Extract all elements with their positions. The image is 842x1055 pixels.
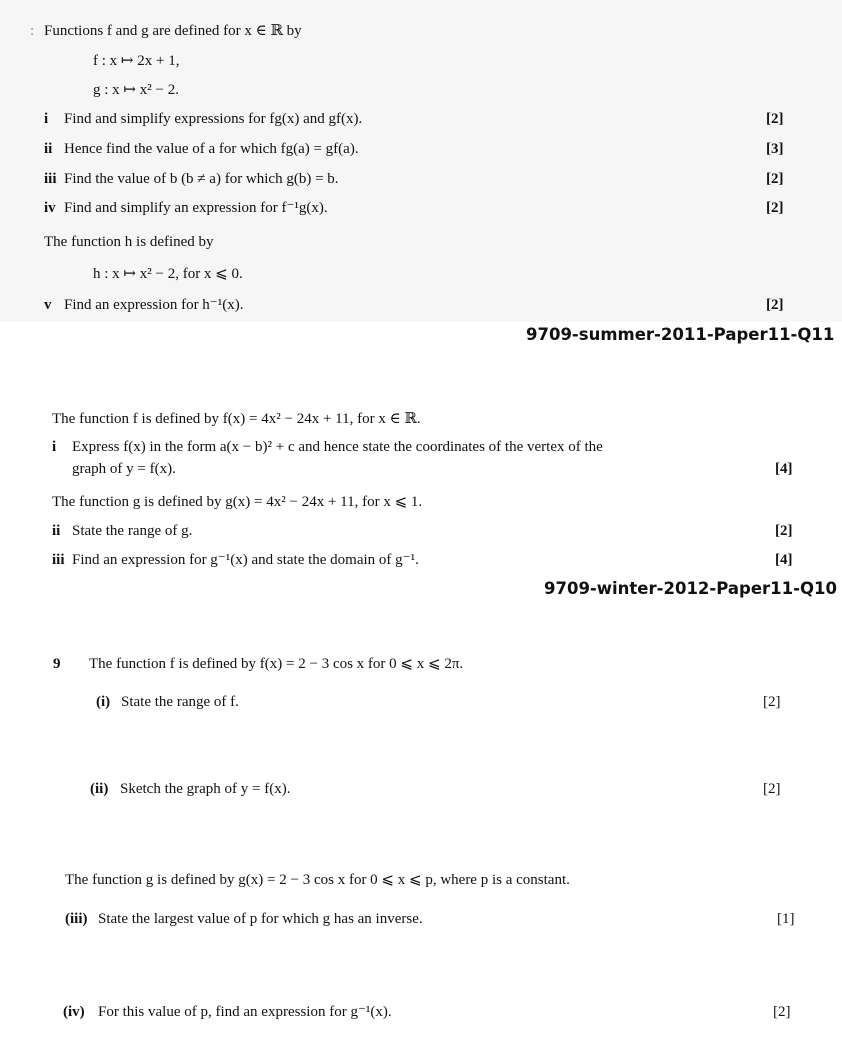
part-text: State the range of g. [72,523,193,539]
q1-source-reference: 9709-summer-2011-Paper11-Q11 [526,325,835,344]
part-text: Sketch the graph of y = f(x). [120,781,291,797]
part-text: State the largest value of p for which g has an inverse. [98,911,423,927]
part-label: v [44,297,52,313]
q1-part-i [44,110,362,128]
q2-part-i-continued: graph of y = f(x). [72,461,176,477]
q3-part-i [96,693,239,711]
part-text: State the range of f. [121,694,239,710]
q3-part-iii [65,910,423,928]
q1-part-v [44,296,243,314]
part-text: Express f(x) in the form a(x − b)² + c and hence state the coordinates of the vertex of the [72,439,603,455]
part-label: ii [52,523,61,539]
lead-marker: : [30,23,35,39]
q2-source-reference: 9709-winter-2012-Paper11-Q10 [544,579,837,598]
q3-part-i-marks: [2] [763,694,781,710]
q3-part-ii [90,780,291,798]
part-label: iv [44,200,56,216]
q1-part-iv-marks: [2] [766,200,784,216]
part-text: For this value of p, find an expression for g⁻¹(x). [98,1004,392,1020]
q3-intro: The function f is defined by f(x) = 2 − 3 cos x for 0 ⩽ x ⩽ 2π. [89,656,464,672]
part-text: Find and simplify expressions for fg(x) and gf(x). [64,111,363,127]
q2-part-iii-marks: [4] [775,552,793,568]
part-text: Hence find the value of a for which fg(a) = gf(a). [64,141,359,157]
part-text: Find an expression for g⁻¹(x) and state the domain of g⁻¹. [72,552,419,568]
part-label: (iv) [63,1004,85,1020]
q1-part-ii [44,140,359,158]
part-label: ii [44,141,53,157]
q1-h-definition: h : x ↦ x² − 2, for x ⩽ 0. [93,266,243,282]
q2-part-i-marks: [4] [775,461,793,477]
q1-g-definition: g : x ↦ x² − 2. [93,82,179,98]
part-label: iii [44,171,57,187]
q1-part-iii-marks: [2] [766,171,784,187]
q2-part-ii [52,522,192,540]
part-text: Find the value of b (b ≠ a) for which g(b) = b. [64,171,339,187]
q2-part-iii [52,551,419,569]
part-text: Find an expression for h⁻¹(x). [64,297,244,313]
q3-question-number: 9 [53,656,61,672]
q3-part-ii-marks: [2] [763,781,781,797]
q2-intro: The function f is defined by f(x) = 4x² − 24x + 11, for x ∈ ℝ. [52,411,421,427]
q1-part-v-marks: [2] [766,297,784,313]
q3-part-iv-marks: [2] [773,1004,791,1020]
part-label: (ii) [90,781,109,797]
q1-part-i-marks: [2] [766,111,784,127]
q1-part-iv [44,199,328,217]
q1-part-iii [44,170,339,188]
q3-g-intro: The function g is defined by g(x) = 2 − 3 cos x for 0 ⩽ x ⩽ p, where p is a constant. [65,872,570,888]
q3-part-iii-marks: [1] [777,911,795,927]
q3-part-iv [63,1003,392,1021]
part-label: (iii) [65,911,88,927]
q2-part-ii-marks: [2] [775,523,793,539]
q2-g-intro: The function g is defined by g(x) = 4x² − 24x + 11, for x ⩽ 1. [52,494,423,510]
q2-part-i [52,438,603,456]
part-label: i [44,111,49,127]
q1-intro: Functions f and g are defined for x ∈ ℝ by [44,23,302,39]
q1-h-intro: The function h is defined by [44,234,214,250]
q1-f-definition: f : x ↦ 2x + 1, [93,53,180,69]
q1-part-ii-marks: [3] [766,141,784,157]
part-label: i [52,439,57,455]
part-text: Find and simplify an expression for f⁻¹g(x). [64,200,328,216]
part-label: iii [52,552,65,568]
part-label: (i) [96,694,111,710]
